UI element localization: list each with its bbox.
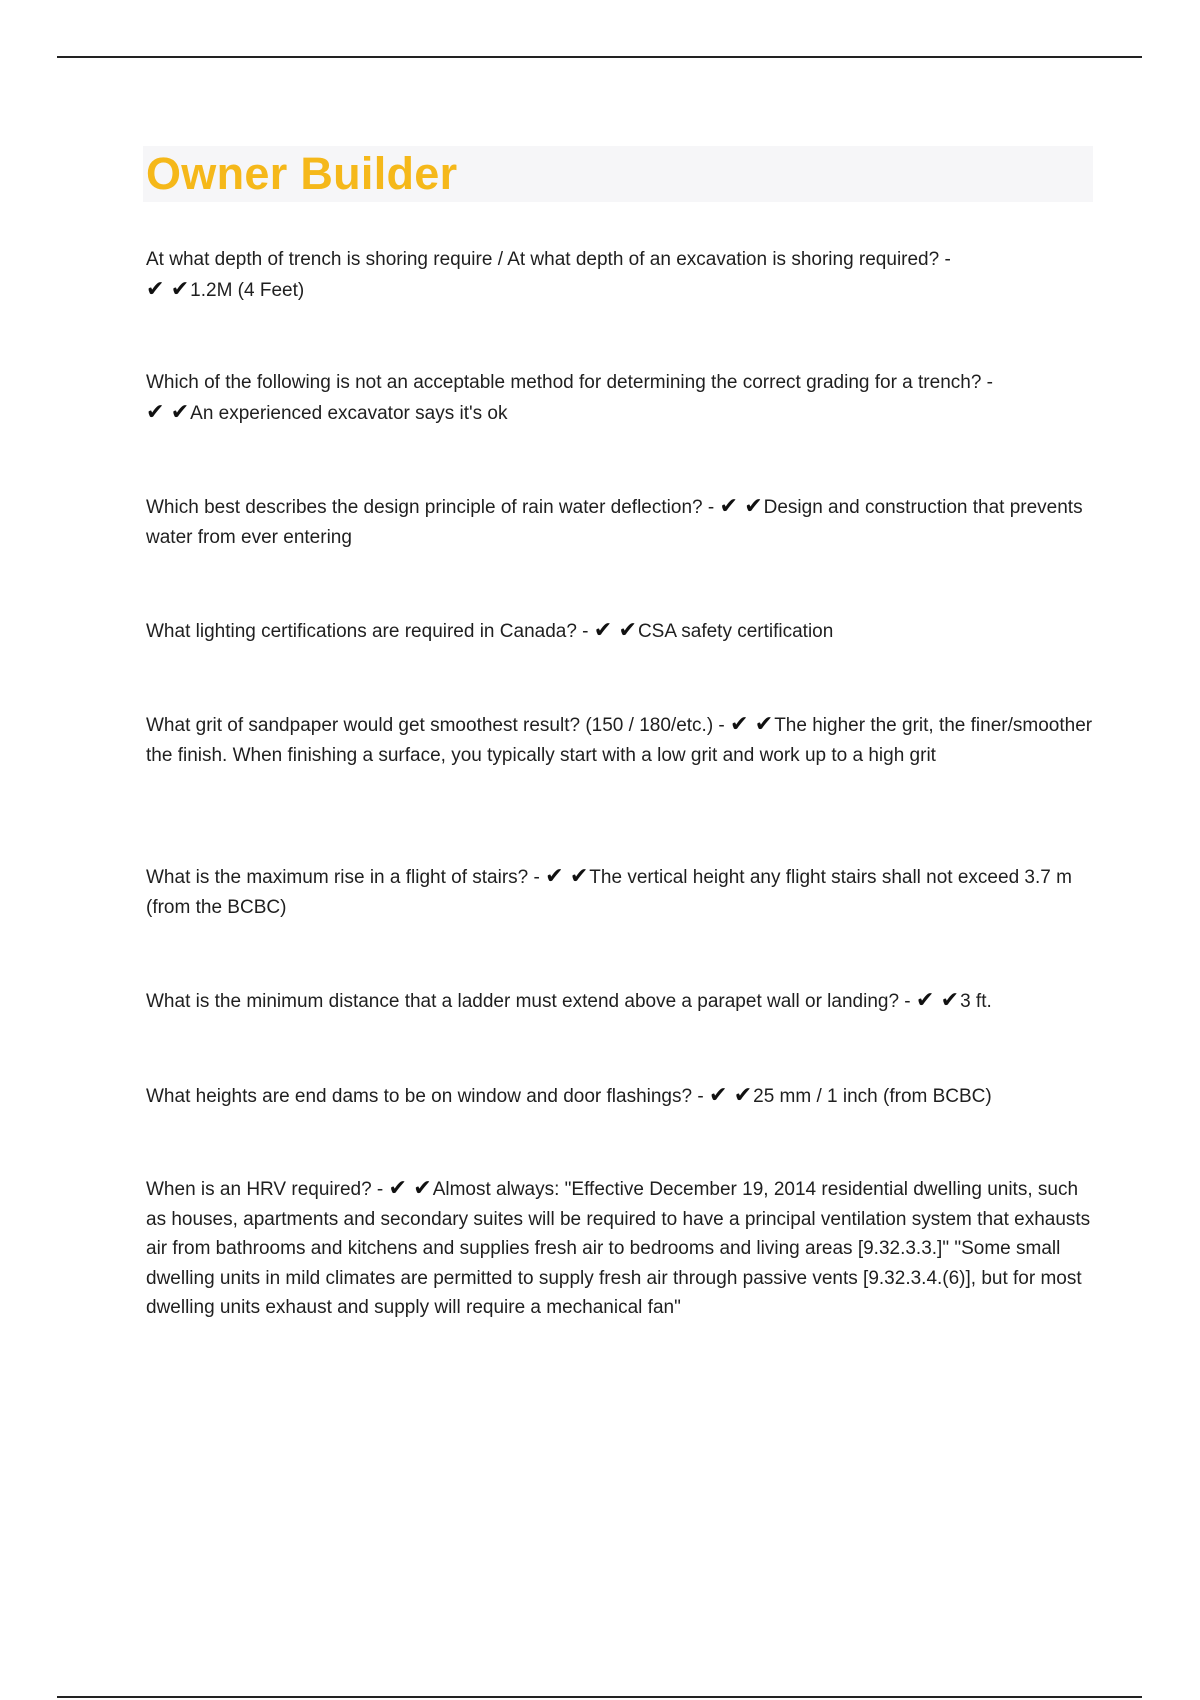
question-text: What is the maximum rise in a flight of stairs?: [146, 867, 529, 888]
answer-text: The higher the grit, the finer/smoother the finish. When finishing a surface, you typically start with a low grit and work up to a high grit: [146, 715, 1093, 766]
bottom-divider: [57, 1696, 1142, 1698]
qa-item: [146, 1174, 1101, 1323]
checkmark-icon: ✔: [593, 618, 613, 643]
checkmark-icon: ✔: [940, 988, 960, 1013]
checkmark-icon: ✔: [388, 1176, 407, 1201]
checkmark-icon: ✔: [413, 1176, 432, 1201]
separator: -: [899, 991, 916, 1012]
answer-text: An experienced excavator says it's ok: [190, 402, 508, 424]
checkmark-icon: ✔: [618, 618, 637, 643]
answer-text: Almost always: "Effective December 19, 2014 residential dwelling units, such as houses, apartments and secondary suites will be required to have a principal ventilation system that exhausts air from bathrooms and kitchens and supplies fresh air to bedrooms and living areas [9.32.3.3.]" "Some small dwelling units in mild climates are permitted to supply fresh air through passive vents [9.32.3.4.(6)], but for most dwelling units exhaust and supply will require a mechanical fan": [146, 1179, 1091, 1318]
separator: -: [939, 249, 951, 270]
checkmark-icon: ✔: [146, 399, 165, 425]
separator: -: [371, 1179, 389, 1200]
qa-item: [146, 986, 1101, 1017]
separator: -: [576, 621, 594, 642]
checkmark-icon: ✔: [708, 1083, 728, 1108]
checkmark-icon: ✔: [719, 494, 738, 519]
question-text: When is an HRV required?: [146, 1179, 372, 1200]
separator: -: [981, 372, 994, 393]
answer-text: 25 mm / 1 inch (from BCBC): [753, 1086, 992, 1107]
question-text: What lighting certifications are required in Canada?: [146, 621, 577, 642]
answer-text: 1.2M (4 Feet): [190, 279, 305, 301]
answer-text: CSA safety certification: [637, 621, 834, 642]
document-title: Owner Builder: [146, 148, 458, 199]
separator: -: [528, 867, 546, 888]
question-text: At what depth of trench is shoring require / At what depth of an excavation is shoring required?: [146, 249, 940, 270]
qa-item: [146, 368, 1101, 428]
answer-text: Design and construction that prevents water from ever entering: [146, 497, 1083, 548]
question-text: What heights are end dams to be on window and door flashings?: [146, 1086, 693, 1107]
question-text: Which best describes the design principle of rain water deflection?: [146, 497, 703, 518]
checkmark-icon: ✔: [915, 988, 935, 1013]
checkmark-icon: ✔: [730, 712, 749, 737]
question-text: What is the minimum distance that a ladder must extend above a parapet wall or landing?: [146, 991, 900, 1012]
separator: -: [702, 497, 720, 518]
qa-item: [146, 862, 1101, 922]
checkmark-icon: ✔: [733, 1083, 753, 1108]
checkmark-icon: ✔: [146, 276, 165, 302]
checkmark-icon: ✔: [744, 494, 763, 519]
checkmark-icon: ✔: [170, 276, 190, 302]
answer-text: The vertical height any flight stairs shall not exceed 3.7 m (from the BCBC): [146, 867, 1072, 918]
checkmark-icon: ✔: [170, 399, 190, 425]
separator: -: [713, 715, 731, 736]
answer-text: 3 ft.: [960, 991, 992, 1012]
checkmark-icon: ✔: [569, 864, 589, 889]
qa-item: [146, 492, 1101, 552]
separator: -: [692, 1086, 709, 1107]
qa-item: [146, 710, 1101, 770]
checkmark-icon: ✔: [754, 712, 774, 737]
question-text: Which of the following is not an acceptable method for determining the correct grading for a trench?: [146, 372, 982, 393]
qa-item: [146, 245, 1101, 305]
question-text: What grit of sandpaper would get smoothest result? (150 / 180/etc.): [146, 715, 714, 736]
qa-item: [146, 1081, 1101, 1112]
checkmark-icon: ✔: [545, 864, 564, 889]
qa-item: [146, 616, 1101, 647]
top-divider: [57, 56, 1142, 58]
